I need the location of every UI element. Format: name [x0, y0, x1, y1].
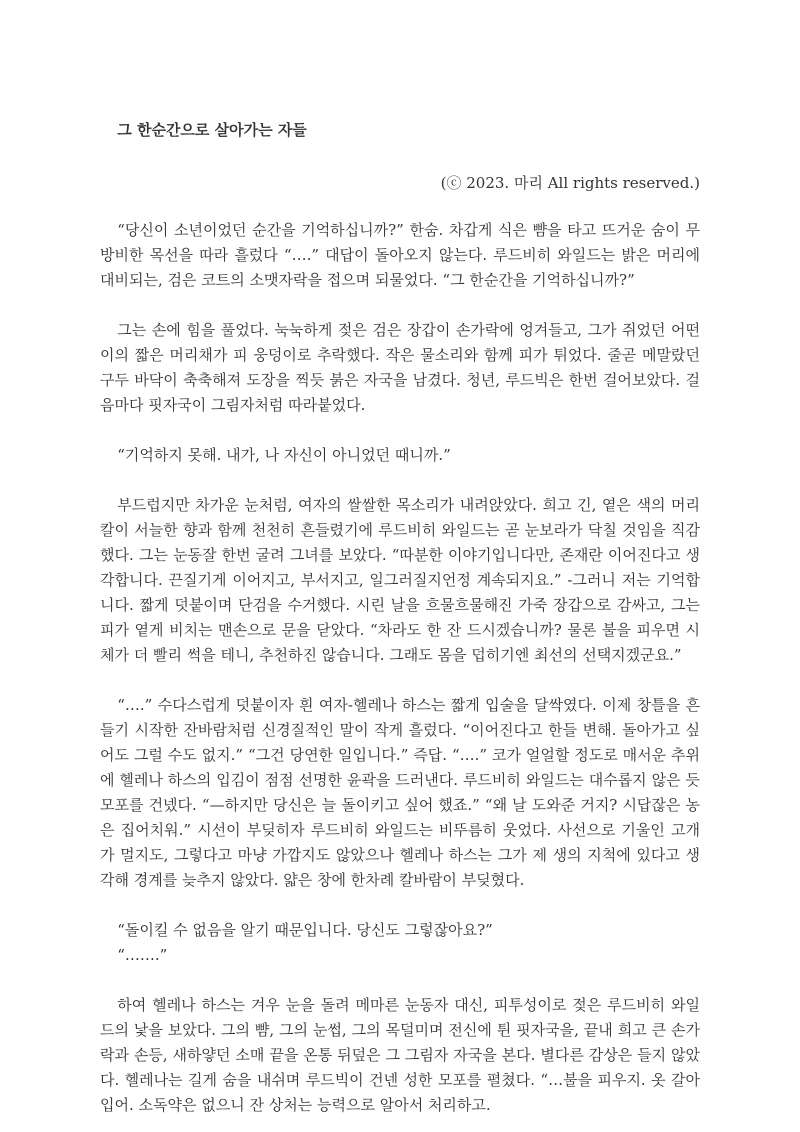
paragraph-dialogue: “기억하지 못해. 내가, 나 자신이 아니었던 때니까.”	[117, 446, 451, 464]
paragraph-dialogue: “돌이킬 수 없음을 알기 때문입니다. 당신도 그렇잖아요?”	[117, 921, 493, 939]
paragraph: “당신이 소년이었던 순간을 기억하십니까?” 한숨. 차갑게 식은 뺨을 타고 뜨거운 숨이 무방비한 목선을 따라 흘렀다 “….” 대답이 돌아오지 않는다. 루드비히 와일드는 밝은 머리에 대비되는, 검은 코트의 소맷자락을 접으며 되물었다. “그 한순간을 기억하십니까?”	[100, 221, 700, 289]
paragraph: “….” 수다스럽게 덧붙이자 흰 여자-헬레나 하스는 짧게 입술을 달싹였다. 이제 창틀을 흔들기 시작한 잔바람처럼 신경질적인 말이 작게 흘렀다. “이어진다고 한들 변해. 돌아가고 싶어도 그럴 수도 없지.” “그건 당연한 일입니다.” 즉답. “….” 코가 얼얼할 정도로 매서운 추위에 헬레나 하스의 입김이 점점 선명한 윤곽을 드러낸다. 루드비히 와일드는 대수롭지 않은 듯 모포를 건넸다. “—하지만 당신은 늘 돌이키고 싶어 했죠.” “왜 날 도와준 거지? 시답잖은 농은 집어치워.” 시선이 부딪히자 루드비히 와일드는 비뚜름히 웃었다. 사선으로 기울인 고개가 멀지도, 그렇다고 마냥 가깝지도 않았으나 헬레나 하스는 그가 제 생의 지척에 있다고 생각해 경계를 늦추지 않았다. 얇은 창에 한차례 칼바람이 부딪혔다.	[100, 696, 700, 889]
paragraph: 하여 헬레나 하스는 겨우 눈을 돌려 메마른 눈동자 대신, 피투성이로 젖은 루드비히 와일드의 낯을 보았다. 그의 뺨, 그의 눈썹, 그의 목덜미며 전신에 튄 핏자국을, 끝내 희고 큰 손가락과 손등, 새하얗던 소매 끝을 온통 뒤덮은 그 그림자 자국을 본다. 별다른 감상은 들지 않았다. 헬레나는 길게 숨을 내쉬며 루드빅이 건넨 성한 모포를 펼쳤다. “…불을 피우지. 옷 갈아입어. 소독약은 없으니 잔 상처는 능력으로 알아서 처리하고.	[100, 996, 700, 1114]
copyright-line: (ⓒ 2023. 마리 All rights reserved.)	[440, 174, 700, 192]
paragraph: 그는 손에 힘을 풀었다. 눅눅하게 젖은 검은 장갑이 손가락에 엉겨들고, 그가 쥐었던 어떤 이의 짧은 머리채가 피 웅덩이로 추락했다. 작은 물소리와 함께 피가 튀었다. 줄곧 메말랐던 구두 바닥이 축축해져 도장을 찍듯 붉은 자국을 남겼다. 청년, 루드빅은 한번 걸어보았다. 걸음마다 핏자국이 그림자처럼 따라붙었다.	[100, 321, 700, 414]
paragraph-dialogue: “…….”	[117, 946, 168, 964]
page-title: 그 한순간으로 살아가는 자들	[117, 121, 307, 139]
paragraph: 부드럽지만 차가운 눈처럼, 여자의 쌀쌀한 목소리가 내려앉았다. 희고 긴, 옅은 색의 머리칼이 서늘한 향과 함께 천천히 흔들렸기에 루드비히 와일드는 곧 눈보라가 닥칠 것임을 직감했다. 그는 눈동잘 한번 굴려 그녀를 보았다. “따분한 이야기입니다만, 존재란 이어진다고 생각합니다. 끈질기게 이어지고, 부서지고, 일그러질지언정 계속되지요.” -그러니 저는 기억합니다. 짧게 덧붙이며 단검을 수거했다. 시린 날을 흐물흐물해진 가죽 장갑으로 감싸고, 그는 피가 옅게 비치는 맨손으로 문을 닫았다. “차라도 한 잔 드시겠습니까? 물론 불을 피우면 시체가 더 빨리 썩을 테니, 추천하진 않습니다. 그래도 몸을 덥히기엔 최선의 선택지겠군요.”	[100, 496, 700, 664]
